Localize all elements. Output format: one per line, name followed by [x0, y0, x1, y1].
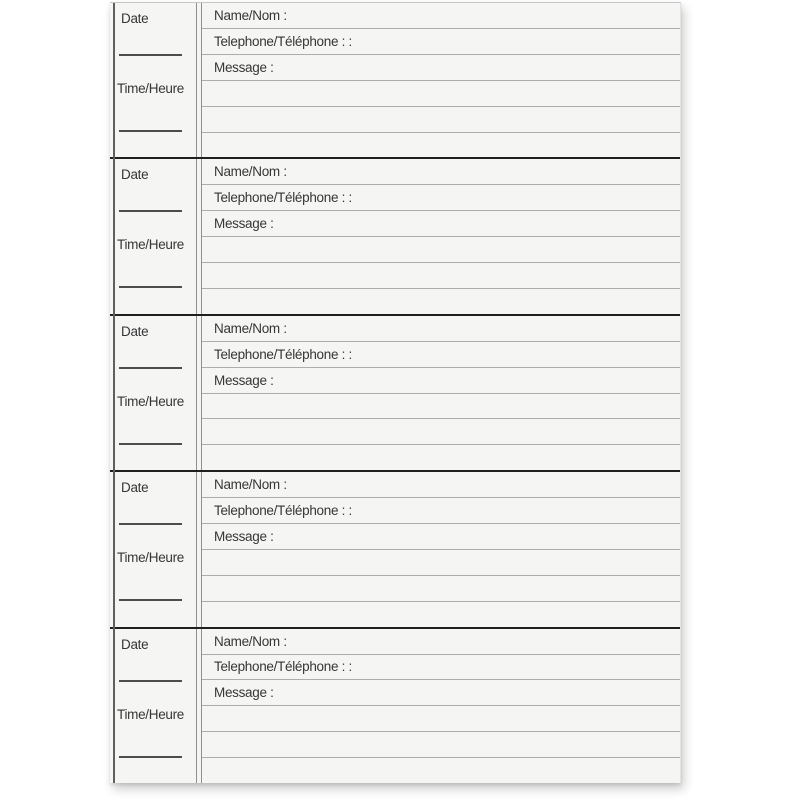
- name-row: [202, 316, 680, 342]
- time-write-line: [119, 599, 182, 601]
- blank-ruled-line: [202, 445, 680, 470]
- name-label: Name/Nom :: [214, 320, 287, 336]
- message-slip: [110, 316, 680, 472]
- name-label: Name/Nom :: [214, 633, 287, 649]
- message-fields-column: [202, 629, 680, 783]
- telephone-row: [202, 29, 680, 55]
- message-fields-column: [202, 316, 680, 470]
- blank-ruled-line: [202, 81, 680, 107]
- blank-ruled-line: [202, 602, 680, 627]
- message-row: [202, 524, 680, 550]
- message-slip: [110, 159, 680, 315]
- date-write-line: [119, 54, 182, 56]
- blank-ruled-line: [202, 107, 680, 133]
- message-row: [202, 368, 680, 394]
- name-row: [202, 629, 680, 655]
- blank-ruled-line: [202, 289, 680, 314]
- message-label: Message :: [214, 59, 274, 75]
- message-row: [202, 55, 680, 81]
- message-label: Message :: [214, 685, 274, 701]
- blank-ruled-line: [202, 706, 680, 732]
- name-label: Name/Nom :: [214, 164, 287, 180]
- left-margin-rule: [113, 3, 115, 783]
- message-slip: [110, 3, 680, 159]
- blank-ruled-line: [202, 576, 680, 602]
- blank-ruled-line: [202, 133, 680, 158]
- name-label: Name/Nom :: [214, 7, 287, 23]
- telephone-row: [202, 498, 680, 524]
- blank-ruled-line: [202, 263, 680, 289]
- time-write-line: [119, 443, 182, 445]
- time-write-line: [119, 286, 182, 288]
- date-label: Date: [121, 636, 149, 652]
- telephone-label: Telephone/Téléphone : :: [214, 33, 352, 49]
- blank-ruled-line: [202, 550, 680, 576]
- blank-ruled-line: [202, 732, 680, 758]
- date-label: Date: [121, 480, 149, 496]
- time-write-line: [119, 756, 182, 758]
- telephone-label: Telephone/Téléphone : :: [214, 190, 352, 206]
- message-slip: [110, 629, 680, 783]
- message-slip-list: [110, 3, 680, 783]
- date-time-column: [110, 629, 196, 783]
- message-fields-column: [202, 159, 680, 313]
- date-label: Date: [121, 167, 149, 183]
- message-row: [202, 680, 680, 706]
- name-label: Name/Nom :: [214, 477, 287, 493]
- time-label: Time/Heure: [117, 393, 185, 409]
- telephone-row: [202, 342, 680, 368]
- time-label: Time/Heure: [117, 81, 185, 96]
- date-time-column: [110, 472, 196, 626]
- blank-ruled-line: [202, 419, 680, 445]
- date-label: Date: [121, 323, 149, 339]
- telephone-row: [202, 185, 680, 211]
- message-fields-column: [202, 3, 680, 157]
- name-row: [202, 3, 680, 29]
- name-row: [202, 472, 680, 498]
- date-time-column: [110, 159, 196, 313]
- message-label: Message :: [214, 216, 274, 232]
- blank-ruled-line: [202, 237, 680, 263]
- time-write-line: [119, 130, 182, 132]
- time-label: Time/Heure: [117, 706, 185, 722]
- telephone-label: Telephone/Téléphone : :: [214, 346, 352, 362]
- time-label: Time/Heure: [117, 550, 185, 566]
- telephone-row: [202, 655, 680, 681]
- date-label: Date: [121, 11, 149, 26]
- date-write-line: [119, 523, 182, 525]
- telephone-label: Telephone/Téléphone : :: [214, 659, 352, 675]
- name-row: [202, 159, 680, 185]
- time-label: Time/Heure: [117, 237, 185, 253]
- blank-ruled-line: [202, 758, 680, 783]
- message-fields-column: [202, 472, 680, 626]
- telephone-message-pad: [110, 2, 681, 783]
- date-time-column: [110, 316, 196, 470]
- blank-ruled-line: [202, 394, 680, 420]
- date-write-line: [119, 367, 182, 369]
- date-write-line: [119, 210, 182, 212]
- message-slip: [110, 472, 680, 628]
- date-write-line: [119, 680, 182, 682]
- date-time-column: [110, 3, 196, 157]
- message-row: [202, 211, 680, 237]
- message-label: Message :: [214, 528, 274, 544]
- telephone-label: Telephone/Téléphone : :: [214, 503, 352, 519]
- message-label: Message :: [214, 372, 274, 388]
